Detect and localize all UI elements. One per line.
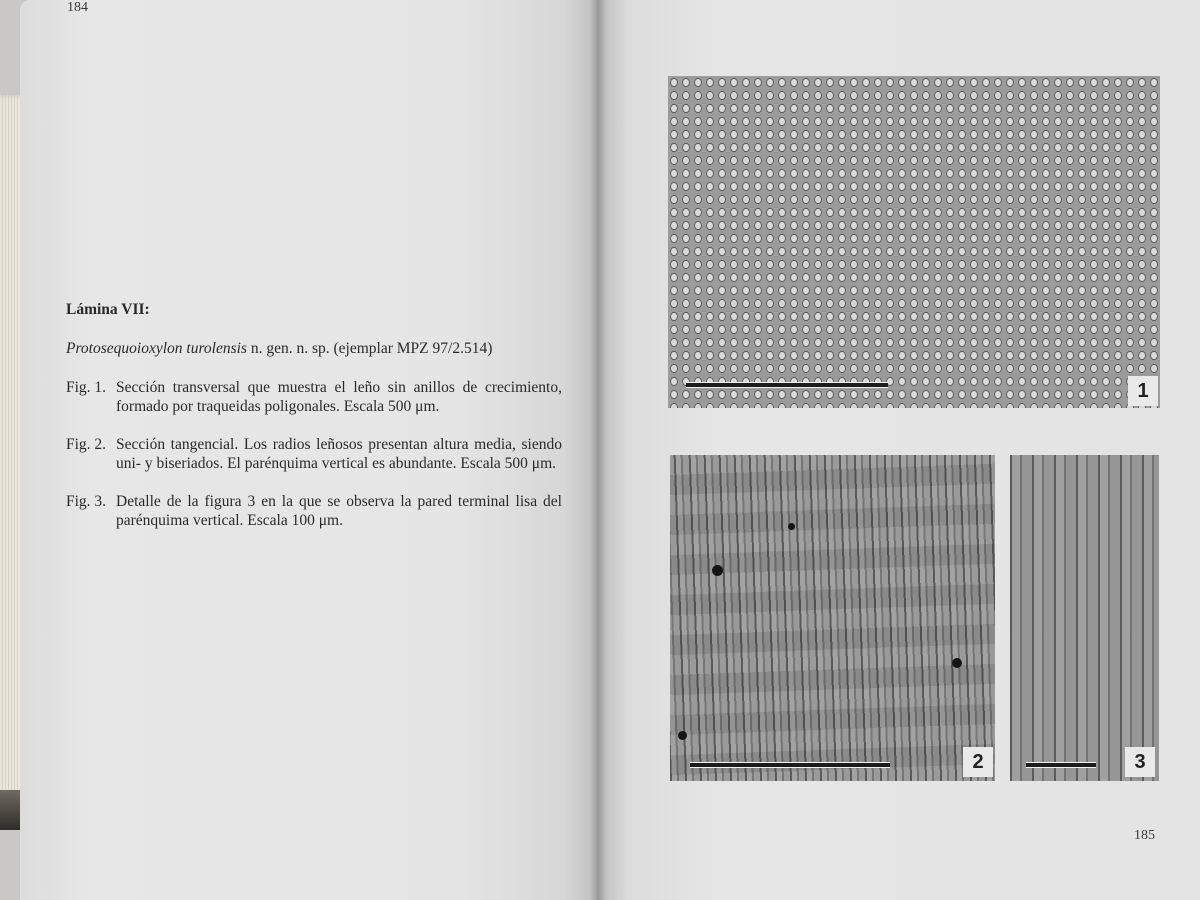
figure-number: Fig. 3. (66, 493, 107, 510)
figure-caption-3 (66, 492, 562, 530)
micrograph-1 (668, 76, 1160, 408)
left-page (20, 0, 598, 900)
figure-text: Sección tangencial. Los radios leñosos presentan altura media, siendo uni- y biseriados. El parénquima vertical es abundante. Escala 500 μm. (116, 436, 562, 472)
cell-dot (678, 731, 687, 740)
book-gutter (590, 0, 606, 900)
figure-caption-2 (66, 435, 562, 473)
figure-caption-1 (66, 378, 562, 416)
cell-dot (788, 523, 795, 530)
figure-label: 2 (963, 747, 993, 777)
plate-title: Lámina VII: (66, 301, 150, 318)
micrograph-2 (670, 455, 995, 781)
species-details: n. gen. n. sp. (ejemplar MPZ 97/2.514) (246, 340, 493, 357)
cell-dot (952, 658, 962, 668)
scale-bar (686, 382, 888, 388)
scale-bar (690, 762, 890, 768)
species-name: Protosequoioxylon turolensis (66, 340, 247, 357)
species-line (66, 339, 562, 358)
figure-text: Detalle de la figura 3 en la que se observa la pared terminal lisa del parénquima vertical. Escala 100 μm. (116, 493, 562, 529)
figure-number: Fig. 2. (66, 436, 107, 453)
figure-label: 1 (1128, 376, 1158, 406)
cell-dot (712, 565, 723, 576)
scale-bar (1026, 762, 1096, 768)
micrograph-3 (1010, 455, 1159, 781)
page-number-left: 184 (67, 0, 88, 15)
figure-text: Sección transversal que muestra el leño sin anillos de crecimiento, formado por traqueidas poligonales. Escala 500 μm. (116, 379, 562, 415)
page-number-right: 185 (1134, 828, 1155, 843)
figure-number: Fig. 1. (66, 379, 107, 396)
figure-label: 3 (1125, 747, 1155, 777)
plate-caption (66, 300, 562, 549)
